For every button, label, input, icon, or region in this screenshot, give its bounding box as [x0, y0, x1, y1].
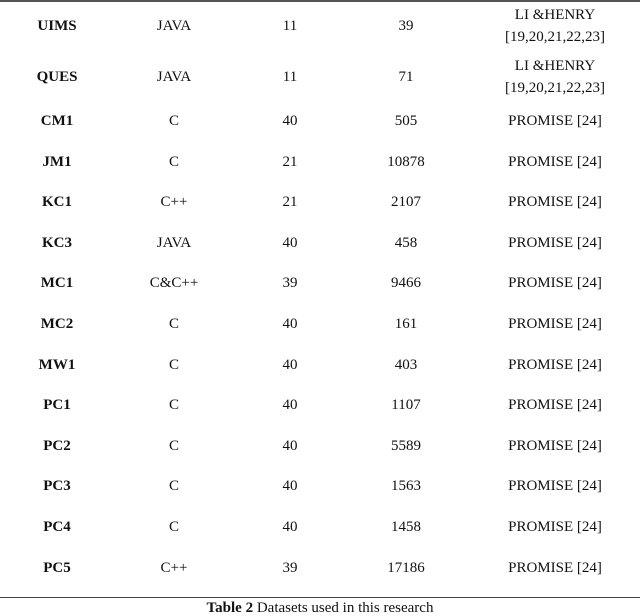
source-cell: PROMISE [24]: [508, 559, 602, 576]
dataset-name-cell: PC4: [43, 519, 71, 535]
dataset-name-cell: KC3: [42, 234, 72, 251]
table-bottom-rule: [0, 597, 640, 598]
module-count-cell: 39: [398, 17, 414, 34]
dataset-name-cell: PC5: [43, 559, 71, 576]
module-count-cell: 403: [394, 356, 418, 373]
language-cell: C: [168, 519, 180, 535]
dataset-name-cell: MC1: [40, 275, 74, 292]
module-count-cell: 10878: [387, 153, 425, 170]
dataset-name-cell: PC2: [43, 437, 71, 454]
language-cell: C: [168, 153, 180, 170]
language-cell: C: [168, 397, 180, 414]
source-cell: PROMISE [24]: [508, 437, 602, 454]
language-cell: JAVA: [156, 234, 192, 251]
metric-count-cell: 40: [282, 113, 298, 129]
metric-count-cell: 40: [282, 234, 298, 251]
module-count-cell: 161: [394, 316, 418, 332]
language-cell: C: [168, 478, 180, 495]
source-cell: PROMISE [24]: [508, 194, 602, 211]
metric-count-cell: 40: [282, 437, 298, 454]
source-cell: PROMISE [24]: [508, 519, 602, 535]
module-count-cell: 2107: [391, 194, 421, 211]
table-caption: [0, 600, 640, 616]
dataset-name-cell: KC1: [42, 194, 72, 211]
metric-count-cell: 11: [282, 17, 298, 34]
language-cell: C++: [160, 194, 188, 211]
source-cell: PROMISE [24]: [508, 356, 602, 373]
metric-count-cell: 21: [282, 194, 298, 211]
module-count-cell: 505: [394, 113, 418, 129]
dataset-name-cell: MW1: [38, 356, 76, 373]
table-top-rule: [0, 0, 640, 2]
language-cell: C: [168, 316, 180, 332]
source-cell: PROMISE [24]: [508, 113, 602, 129]
source-cell: LI &HENRY [19,20,21,22,23]: [505, 58, 605, 96]
caption-text: Datasets used in this research: [253, 600, 434, 616]
module-count-cell: 1458: [391, 519, 421, 535]
dataset-name-cell: CM1: [40, 113, 74, 129]
dataset-name-cell: QUES: [36, 69, 78, 85]
source-cell: PROMISE [24]: [508, 397, 602, 414]
dataset-name-cell: PC3: [43, 478, 71, 495]
language-cell: C&C++: [149, 275, 199, 292]
metric-count-cell: 40: [282, 519, 298, 535]
dataset-name-cell: JM1: [42, 153, 72, 170]
metric-count-cell: 39: [282, 275, 298, 292]
language-cell: JAVA: [156, 17, 192, 34]
module-count-cell: 1563: [391, 478, 421, 495]
source-cell: PROMISE [24]: [508, 153, 602, 170]
language-cell: JAVA: [156, 69, 192, 85]
module-count-cell: 1107: [391, 397, 421, 414]
metric-count-cell: 39: [282, 559, 298, 576]
language-cell: C: [168, 356, 180, 373]
dataset-name-cell: UIMS: [37, 17, 77, 34]
source-cell: LI &HENRY [19,20,21,22,23]: [505, 6, 605, 45]
metric-count-cell: 21: [282, 153, 298, 170]
source-cell: PROMISE [24]: [508, 234, 602, 251]
module-count-cell: 458: [394, 234, 418, 251]
source-cell: PROMISE [24]: [508, 275, 602, 292]
metric-count-cell: 11: [282, 69, 298, 85]
module-count-cell: 9466: [391, 275, 421, 292]
source-cell: PROMISE [24]: [508, 316, 602, 332]
dataset-name-cell: PC1: [43, 397, 71, 414]
module-count-cell: 17186: [387, 559, 425, 576]
module-count-cell: 5589: [391, 437, 421, 454]
module-count-cell: 71: [398, 69, 414, 85]
metric-count-cell: 40: [282, 316, 298, 332]
language-cell: C: [168, 437, 180, 454]
language-cell: C++: [160, 559, 188, 576]
metric-count-cell: 40: [282, 356, 298, 373]
source-cell: PROMISE [24]: [508, 478, 602, 495]
caption-label: Table 2: [206, 600, 254, 616]
metric-count-cell: 40: [282, 478, 298, 495]
language-cell: C: [168, 113, 180, 129]
dataset-name-cell: MC2: [40, 316, 74, 332]
metric-count-cell: 40: [282, 397, 298, 414]
